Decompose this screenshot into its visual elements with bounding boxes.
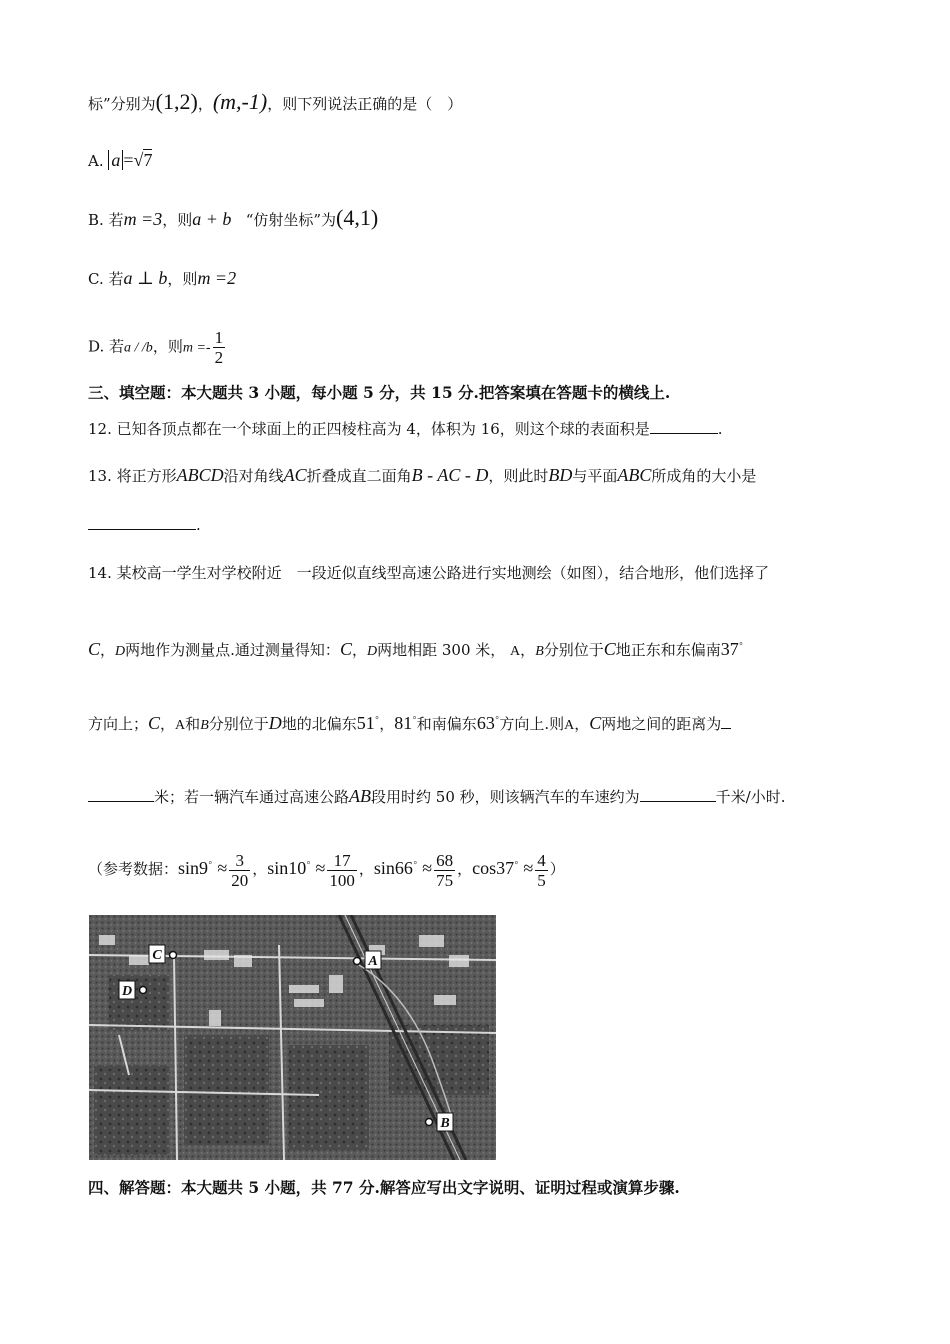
point-c-marker [170, 952, 177, 959]
q14-line-2: C，D两地作为测量点.通过测量得知：C，D两地相距 300 米， A，B分别位于C地正东和东偏南37° [88, 639, 744, 659]
q14-line-3: 方向上；C，A和B分别位于D地的北偏东51°，81°和南偏东63°方向上.则A，C两地之间的距离为 [88, 711, 731, 736]
option-c: C. 若a ⊥ b，则m =2 [88, 268, 237, 288]
map-label-d: D [121, 984, 133, 999]
map-label-a: A [368, 954, 378, 969]
q14-reference-data: （参考数据：sin9° ≈ $\frac{3}{20}$ ，sin10° ≈ $\frac{17}{100}$ ，sin66° ≈ $\frac{68}{75}$ ，cos37° ≈ $\frac{4}{5}$ ） [88, 850, 565, 890]
q11-stem: 标”分别为(1,2)，(m,-1)，则下列说法正确的是（ ） [88, 89, 463, 114]
option-d: D. 若a / /b，则m =- $\frac{1}{2}$ [88, 328, 224, 367]
point-a-marker [354, 958, 361, 965]
q13-answer-line: . [88, 515, 201, 535]
map-label-c: C [152, 948, 162, 963]
option-a: A. a =√7 [88, 150, 153, 170]
section-4-heading: 四、解答题：本大题共 5 小题，共 77 分.解答应写出文字说明、证明过程或演算步骤. [88, 1178, 680, 1197]
q13: 13. 将正方形ABCD沿对角线AC折叠成直二面角B - AC - D，则此时BD与平面ABC所成角的大小是 [88, 465, 757, 485]
q12: 12. 已知各顶点都在一个球面上的正四棱柱高为 4，体积为 16，则这个球的表面积是 . [88, 420, 723, 438]
q14-line-1: 14. 某校高一学生对学校附近 一段近似直线型高速公路进行实地测绘（如图），结合地形，他们选择了 [88, 564, 770, 582]
answer-blank[interactable] [650, 419, 718, 434]
point-d-marker [140, 987, 147, 994]
section-3-heading: 三、填空题：本大题共 3 小题，每小题 5 分，共 15 分.把答案填在答题卡的横线上. [88, 383, 671, 402]
answer-blank[interactable] [721, 714, 731, 729]
point-b-marker [426, 1119, 433, 1126]
option-b: B. 若m =3，则a + b “仿射坐标”为(4,1) [88, 205, 379, 230]
answer-blank[interactable] [88, 515, 196, 530]
aerial-map-figure [89, 915, 496, 1160]
q14-line-4: 米；若一辆汽车通过高速公路AB段用时约 50 秒，则该辆汽车的车速约为 千米/小时. [88, 786, 785, 807]
fraction-half: $\frac{1}{2}$ [214, 328, 224, 367]
answer-blank[interactable] [640, 787, 716, 802]
map-label-b: B [440, 1116, 450, 1131]
answer-blank[interactable] [88, 787, 154, 802]
